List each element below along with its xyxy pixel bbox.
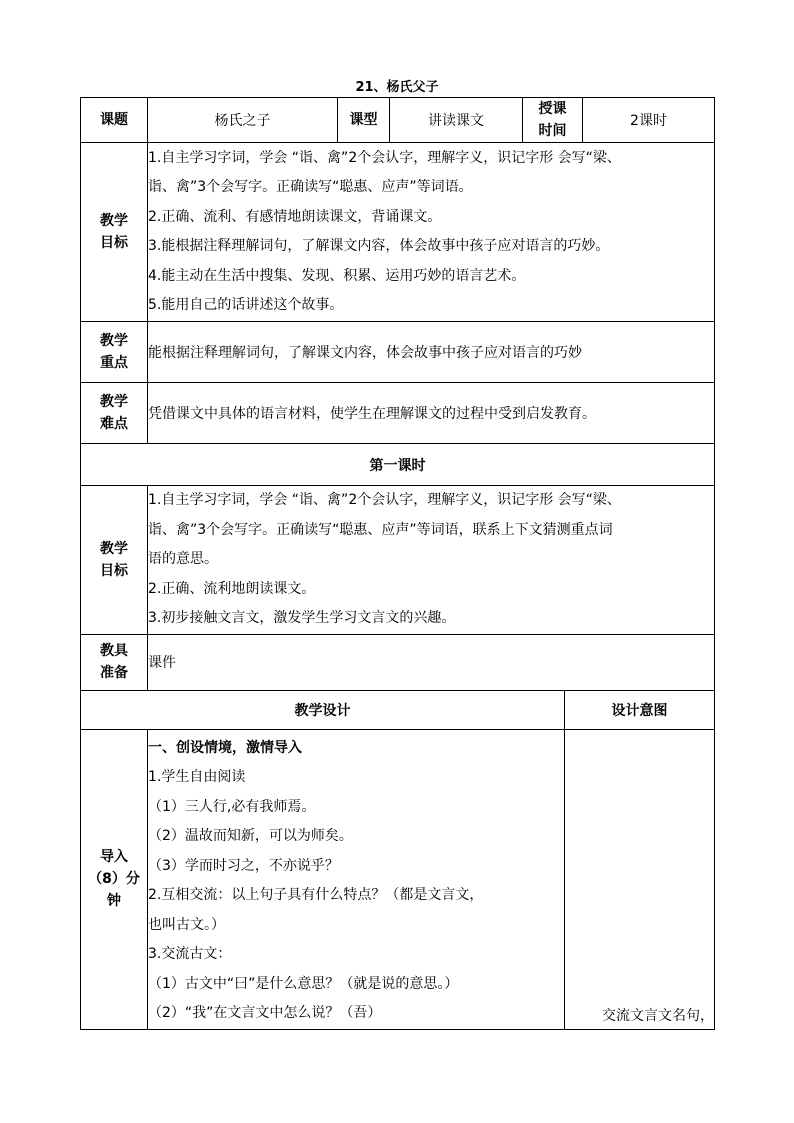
intro-label bbox=[81, 729, 148, 1029]
type-value: 讲读课文 bbox=[390, 98, 523, 143]
key-points-row bbox=[81, 322, 715, 383]
objectives-label-line-1: 教学 bbox=[100, 213, 128, 229]
lesson-one-row bbox=[81, 444, 715, 486]
intro-heading: 一、创设情境，激情导入 bbox=[148, 739, 302, 756]
objectives-2-label-line-1: 教学 bbox=[100, 540, 128, 557]
intro-label-line-2: （8）分 bbox=[88, 871, 140, 887]
topic-label: 课题 bbox=[81, 98, 148, 143]
time-label-line-2: 时间 bbox=[538, 123, 567, 139]
key-points-label-line-1: 教学 bbox=[100, 333, 128, 349]
intro-content bbox=[148, 729, 565, 1029]
objectives-label-line-2: 目标 bbox=[100, 235, 128, 251]
objective-2-line: 3.初步接触文言文，激发学生学习文言文的兴趣。 bbox=[148, 610, 456, 626]
objective-line: 1.自主学习字词，学会 “诣、禽”2个会认字，理解字义，识记字形 会写“梁、 bbox=[148, 149, 621, 166]
intro-label-line-1: 导入 bbox=[100, 849, 128, 865]
intro-label-line-3: 钟 bbox=[107, 893, 121, 909]
intro-line: 2.互相交流：以上句子具有什么特点？（都是文言文， bbox=[148, 887, 484, 903]
objectives-content bbox=[148, 143, 715, 322]
objective-line: 4.能主动在生活中搜集、发现、积累、运用巧妙的语言艺术。 bbox=[148, 267, 526, 284]
tools-label-line-2: 准备 bbox=[100, 665, 128, 681]
lesson-plan-table bbox=[80, 97, 715, 1030]
time-value: 2课时 bbox=[583, 98, 715, 143]
design-header-row bbox=[81, 690, 715, 729]
lesson-one-title: 第一课时 bbox=[81, 444, 715, 486]
objective-line: 5.能用自己的话讲述这个故事。 bbox=[148, 297, 344, 313]
tools-text: 课件 bbox=[148, 634, 715, 690]
objective-2-line: 诣、禽”3个会写字。正确读写“聪惠、应声”等词语，联系上下文猜测重点词 bbox=[148, 521, 613, 538]
time-label bbox=[523, 98, 583, 143]
objective-line: 诣、禽”3个会写字。正确读写“聪惠、应声”等词语。 bbox=[148, 179, 473, 195]
difficulties-label-line-2: 难点 bbox=[100, 416, 128, 432]
tools-label bbox=[81, 634, 148, 690]
type-label: 课型 bbox=[338, 98, 390, 143]
intro-line: 也叫古文。） bbox=[148, 916, 225, 933]
difficulties-row bbox=[81, 383, 715, 444]
objectives-label bbox=[81, 143, 148, 322]
intro-line: （1）古文中“曰”是什么意思？（就是说的意思。） bbox=[148, 975, 459, 992]
intro-note: 交流文言文名句， bbox=[565, 729, 715, 1029]
key-points-text: 能根据注释理解词句，了解课文内容，体会故事中孩子应对语言的巧妙 bbox=[148, 322, 715, 383]
difficulties-text: 凭借课文中具体的语言材料，使学生在理解课文的过程中受到启发教育。 bbox=[148, 383, 715, 444]
objectives-2-label-line-2: 目标 bbox=[100, 562, 128, 579]
topic-value: 杨氏之子 bbox=[148, 98, 338, 143]
objectives-2-row bbox=[81, 486, 715, 635]
objective-2-line: 2.正确、流利地朗读课文。 bbox=[148, 580, 316, 597]
objectives-row bbox=[81, 143, 715, 322]
difficulties-label bbox=[81, 383, 148, 444]
key-points-label bbox=[81, 322, 148, 383]
intro-line: 1.学生自由阅读 bbox=[148, 769, 246, 785]
objective-line: 2.正确、流利、有感情地朗读课文，背诵课文。 bbox=[148, 208, 442, 225]
objective-2-line: 1.自主学习字词，学会 “诣、禽”2个会认字，理解字义，识记字形 会写“梁、 bbox=[148, 492, 621, 508]
objective-line: 3.能根据注释理解词句，了解课文内容，体会故事中孩子应对语言的巧妙。 bbox=[148, 238, 610, 254]
header-row bbox=[81, 98, 715, 143]
design-header-left: 教学设计 bbox=[81, 690, 565, 729]
intro-line: （3）学而时习之，不亦说乎？ bbox=[148, 857, 339, 874]
key-points-label-line-2: 重点 bbox=[100, 355, 128, 371]
page-title: 21、杨氏父子 bbox=[355, 80, 439, 95]
design-header-right: 设计意图 bbox=[565, 690, 715, 729]
intro-line: （2）“我”在文言文中怎么说？（吾） bbox=[148, 1005, 382, 1021]
objectives-2-content bbox=[148, 486, 715, 635]
time-label-line-1: 授课 bbox=[538, 101, 567, 117]
objectives-2-label bbox=[81, 486, 148, 635]
difficulties-label-line-1: 教学 bbox=[100, 394, 128, 410]
tools-row bbox=[81, 634, 715, 690]
objective-2-line: 语的意思。 bbox=[148, 551, 218, 567]
tools-label-line-1: 教具 bbox=[100, 643, 128, 659]
intro-line: （2）温故而知新，可以为师矣。 bbox=[148, 828, 353, 844]
intro-line: 3.交流古文： bbox=[148, 946, 232, 962]
intro-line: （1）三人行,必有我师焉。 bbox=[148, 798, 316, 815]
intro-row bbox=[81, 729, 715, 1029]
